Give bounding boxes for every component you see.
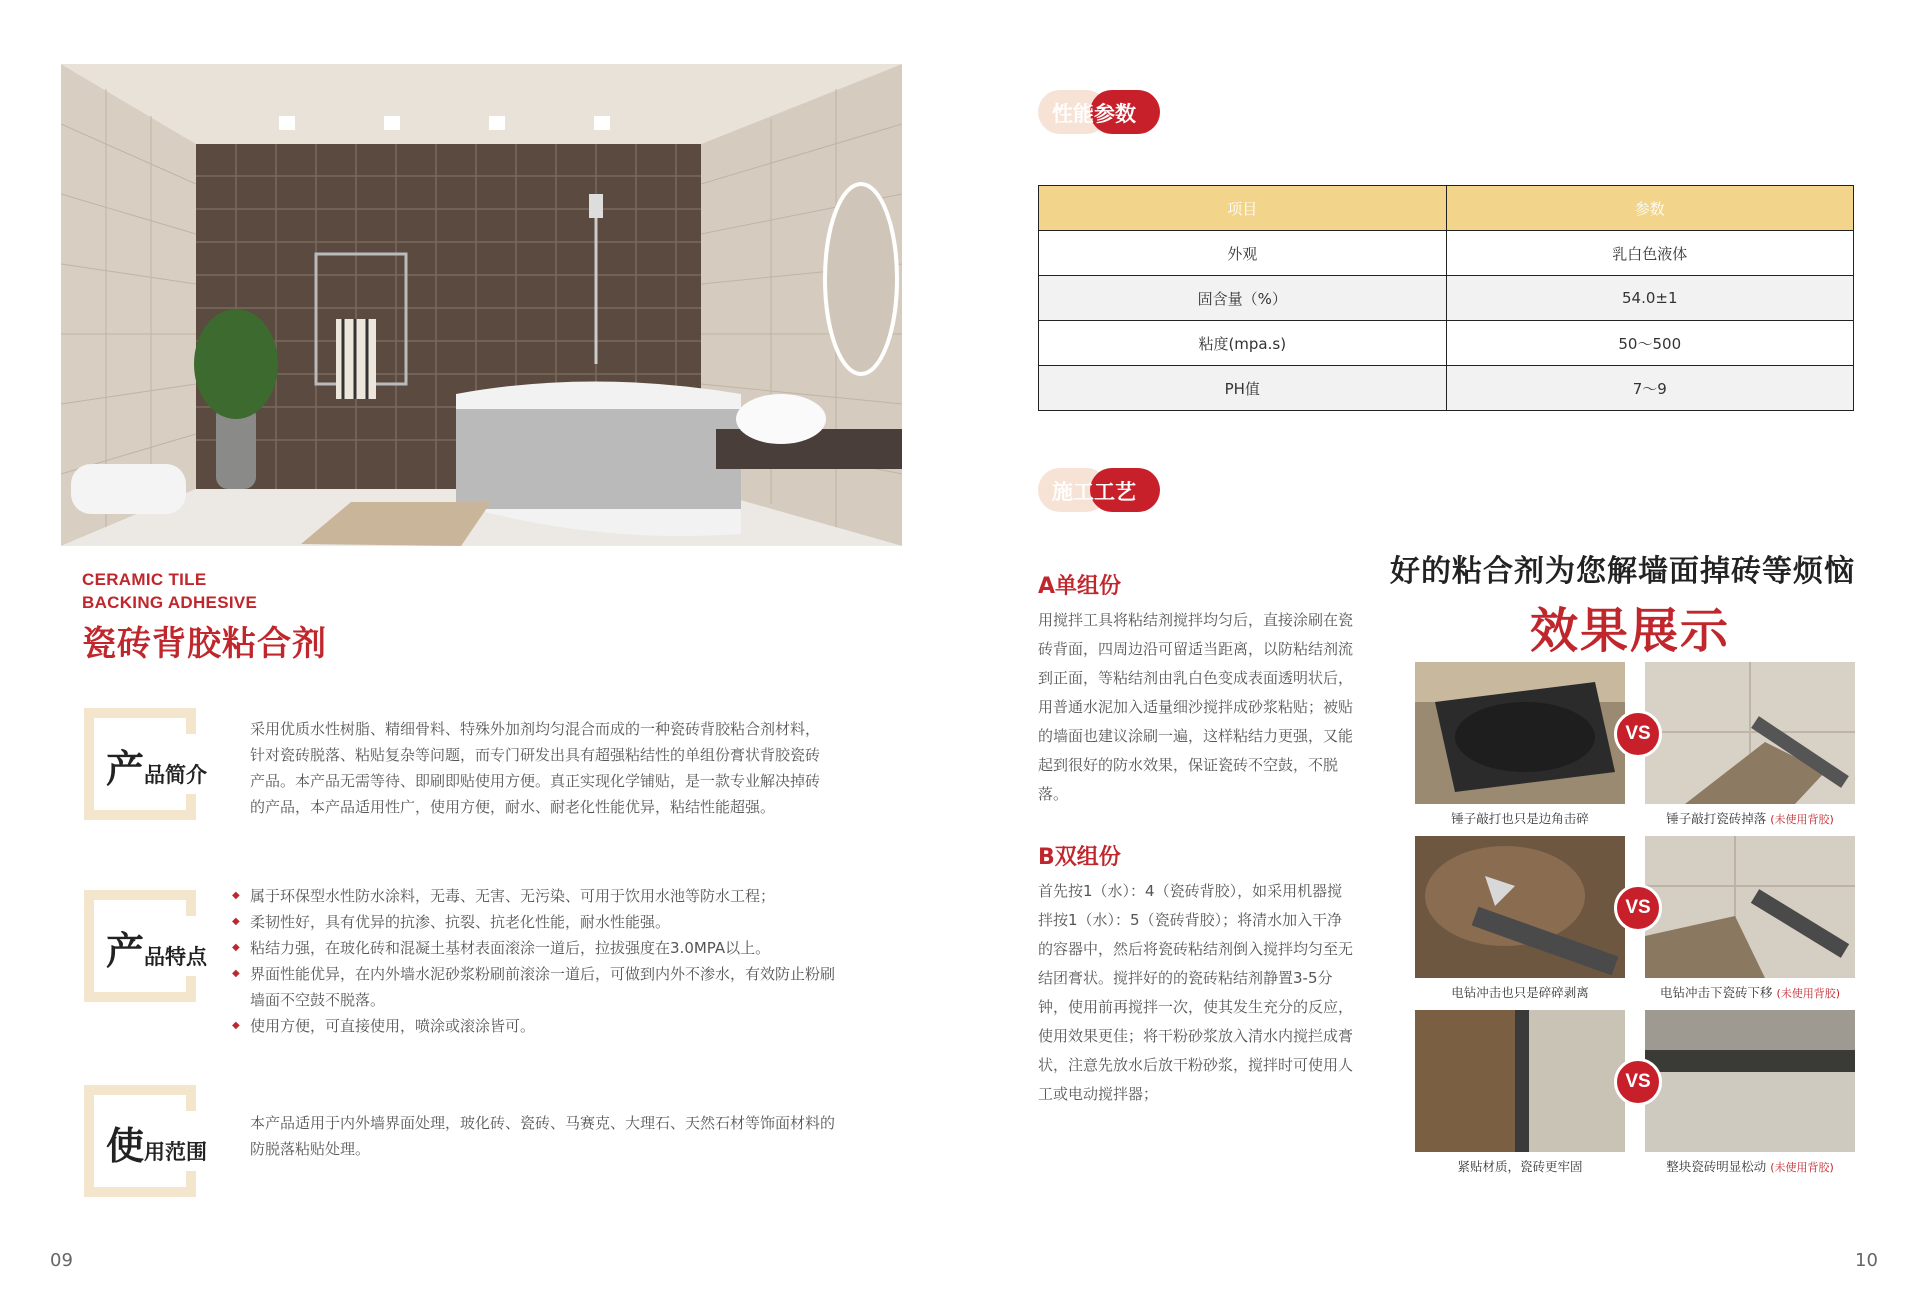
page-number-left: 09 (50, 1250, 73, 1271)
caption-text: 整块瓷砖明显松动 (1666, 1159, 1767, 1174)
table-cell: 粘度(mpa.s) (1039, 321, 1447, 366)
table-row (1039, 276, 1854, 321)
table-row (1039, 366, 1854, 411)
comparison-photo-right (1645, 1010, 1855, 1152)
section-intro-big-char: 产 (106, 747, 145, 791)
features-list (232, 883, 842, 1039)
effect-headline: 好的粘合剂为您解墙面掉砖等烦恼 (1390, 554, 1855, 589)
english-title-line2: BACKING ADHESIVE (82, 593, 258, 612)
vs-badge: VS (1614, 1058, 1662, 1106)
vs-badge: VS (1614, 884, 1662, 932)
spec-table (1038, 185, 1854, 411)
table-header-cell: 参数 (1446, 186, 1854, 231)
comparison-photo-left (1415, 1010, 1625, 1152)
effect-title: 效果展示 (1530, 603, 1731, 659)
process-pill-label: 施工工艺 (1052, 480, 1136, 504)
caption-text: 电钻冲击下瓷砖下移 (1659, 985, 1773, 1000)
comparison-caption-left: 锤子敲打也只是边角击碎 (1451, 811, 1589, 826)
bathroom-photo (61, 64, 902, 546)
feature-item: ◆ 粘结力强，在玻化砖和混凝土基材表面滚涂一道后，拉拔强度在3.0MPA以上。 (232, 935, 842, 961)
vs-badge: VS (1614, 710, 1662, 758)
comparison-photo-right (1645, 836, 1855, 978)
performance-pill (1038, 90, 1160, 134)
comparison-caption-right (1645, 1157, 1855, 1175)
feature-item: ◆ 界面性能优异，在内外墙水泥砂浆粉刷前滚涂一道后，可做到内外不渗水，有效防止粉刷墙面不空鼓不脱落。 (232, 961, 842, 1013)
section-intro-label: 品简介 (144, 763, 208, 787)
section-intro-text: 采用优质水性树脂、精细骨料、特殊外加剂均匀混合而成的一种瓷砖背胶粘合剂材料，针对瓷砖脱落、粘贴复杂等问题，而专门研发出具有超强粘结性的单组份膏状背胶瓷砖产品。本产品无需等待、即刷即贴使用方便。真正实现化学铺贴，是一款专业解决掉砖的产品，本产品适用性广，使用方便，耐水、耐老化性能优异，粘结性能超强。 (250, 720, 821, 816)
table-cell: 外观 (1039, 231, 1447, 276)
feature-item: ◆ 柔韧性好，具有优异的抗渗、抗裂、抗老化性能，耐水性能强。 (232, 909, 842, 935)
table-header-row (1039, 186, 1854, 231)
table-cell: PH值 (1039, 366, 1447, 411)
process-pill (1038, 468, 1160, 512)
a-component-title: A单组份 (1038, 574, 1122, 599)
page-number-right: 10 (1855, 1250, 1878, 1271)
section-usage-label: 用范围 (144, 1140, 208, 1164)
section-usage-big-char: 使 (106, 1124, 145, 1168)
table-cell: 乳白色液体 (1446, 231, 1854, 276)
table-row (1039, 321, 1854, 366)
comparison-caption-left: 电钻冲击也只是碎碎剥离 (1451, 985, 1589, 1000)
a-component-text: 用搅拌工具将粘结剂搅拌均匀后，直接涂刷在瓷砖背面，四周边沿可留适当距离，以防粘结剂流到正面，等粘结剂由乳白色变成表面透明状后，用普通水泥加入适量细沙搅拌成砂浆粘贴；被贴的墙面也建议涂刷一遍，这样粘结力更强，又能起到很好的防水效果，保证瓷砖不空鼓，不脱落。 (1038, 611, 1354, 803)
performance-pill-label: 性能参数 (1052, 102, 1136, 126)
comparison-caption-right (1645, 809, 1855, 827)
feature-item: ◆ 属于环保型水性防水涂料，无毒、无害、无污染、可用于饮用水池等防水工程； (232, 883, 842, 909)
comparison-photo-left (1415, 662, 1625, 804)
table-row (1039, 231, 1854, 276)
caption-text: 锤子敲打瓷砖掉落 (1666, 811, 1767, 826)
b-component-text: 首先按1（水）：4（瓷砖背胶），如采用机器搅拌按1（水）：5（瓷砖背胶）；将清水加入干净的容器中，然后将瓷砖粘结剂倒入搅拌均匀至无结团膏状。搅拌好的的瓷砖粘结剂静置3-5分钟，使用前再搅拌一次，使其发生充分的反应，使用效果更佳；将干粉砂浆放入清水内搅拦成膏状，注意先放水后放干粉砂浆，搅拌时可使用人工或电动搅拌器； (1038, 882, 1354, 1103)
caption-note: (未使用背胶) (1770, 1161, 1834, 1174)
section-features-badge (84, 890, 208, 1002)
caption-note: (未使用背胶) (1776, 987, 1841, 1000)
comparison-photo-left (1415, 836, 1625, 978)
b-component-title: B双组份 (1038, 845, 1121, 870)
table-header-cell: 项目 (1039, 186, 1447, 231)
table-cell: 7～9 (1446, 366, 1854, 411)
product-title: 瓷砖背胶粘合剂 (82, 624, 327, 664)
table-cell: 固含量（%） (1039, 276, 1447, 321)
section-intro-badge (84, 708, 208, 820)
comparison-caption-left: 紧贴材质，瓷砖更牢固 (1457, 1159, 1583, 1174)
table-cell: 50～500 (1446, 321, 1854, 366)
english-title-line1: CERAMIC TILE (82, 570, 207, 589)
feature-item: ◆ 使用方便，可直接使用，喷涂或滚涂皆可。 (232, 1013, 842, 1039)
section-usage-text: 本产品适用于内外墙界面处理，玻化砖、瓷砖、马赛克、大理石、天然石材等饰面材料的防脱落粘贴处理。 (250, 1114, 836, 1158)
section-features-label: 品特点 (144, 945, 208, 969)
comparison-photo-right (1645, 662, 1855, 804)
caption-note: (未使用背胶) (1770, 813, 1834, 826)
comparison-caption-right (1645, 983, 1855, 1001)
section-usage-badge (84, 1085, 208, 1197)
section-features-big-char: 产 (106, 929, 145, 973)
table-cell: 54.0±1 (1446, 276, 1854, 321)
